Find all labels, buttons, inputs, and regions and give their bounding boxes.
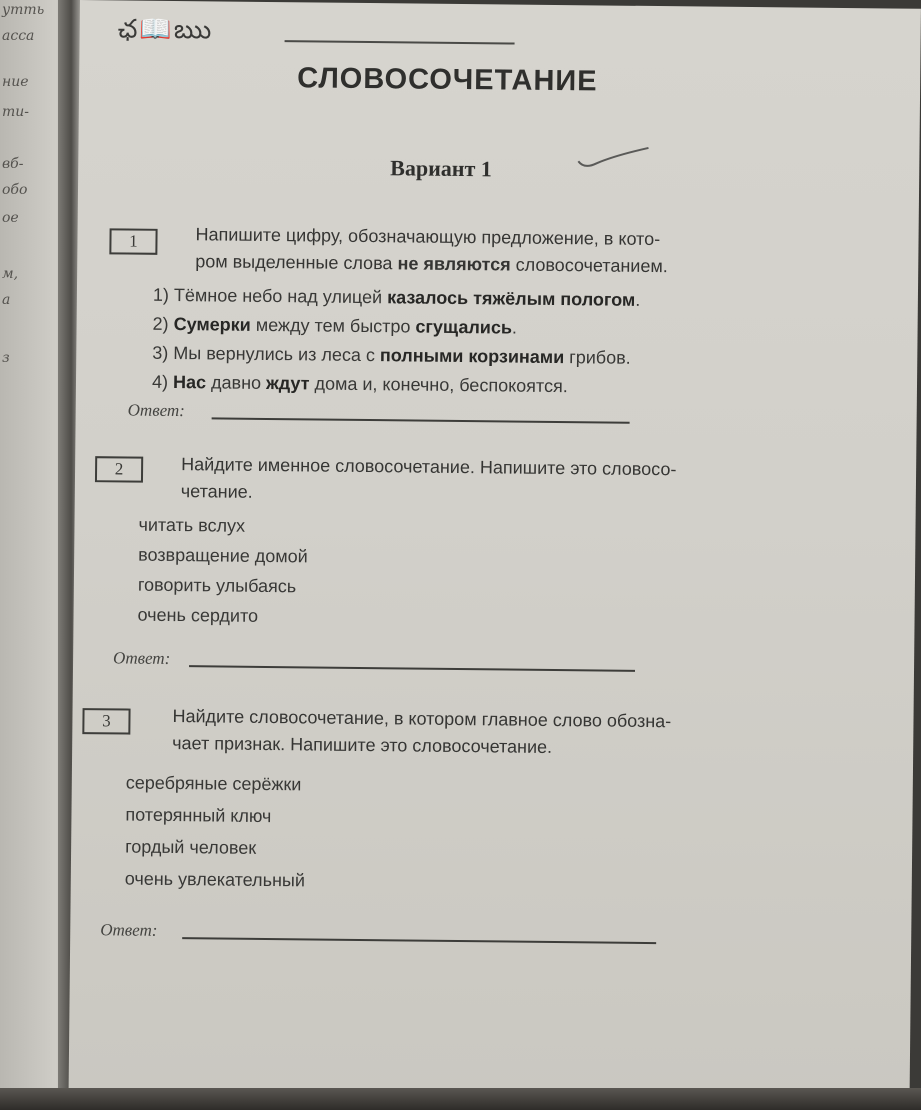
list-item: гордый человек xyxy=(125,836,257,858)
question-line: ром выделенные слова не являются словосочетанием. xyxy=(195,251,668,277)
answer-field[interactable] xyxy=(189,665,635,672)
left-page-fragment: з xyxy=(2,350,10,366)
left-page-fragment: утть xyxy=(2,2,45,18)
answer-field[interactable] xyxy=(182,937,656,944)
task-number-box: 2 xyxy=(95,456,143,483)
list-item: 4) Нас давно ждут дома и, конечно, беспокоятся. xyxy=(151,371,568,397)
question-line: четание. xyxy=(180,481,253,502)
list-item: 2) Сумерки между тем быстро сгущались. xyxy=(152,313,518,338)
list-item: серебряные серёжки xyxy=(125,772,302,795)
question-line: чает признак. Напишите это словосочетание. xyxy=(172,733,553,757)
list-item: очень сердито xyxy=(137,604,259,626)
list-item: 1) Тёмное небо над улицей казалось тяжёлым пологом. xyxy=(152,284,641,310)
page-title: СЛОВОСОЧЕТАНИЕ xyxy=(297,62,598,98)
header-ornament-icon: ఛ📖ఋ xyxy=(117,14,214,46)
left-page-fragment: ти- xyxy=(2,104,30,120)
workbook-page xyxy=(69,0,921,1105)
pencil-checkmark-icon xyxy=(574,139,654,176)
answer-field[interactable] xyxy=(212,417,630,423)
variant-heading: Вариант 1 xyxy=(390,155,492,182)
left-page-fragment: м, xyxy=(2,266,19,282)
left-page-fragment: а xyxy=(2,292,11,308)
task-question xyxy=(195,221,668,280)
task-question xyxy=(181,451,677,510)
answer-label: Ответ: xyxy=(100,920,158,940)
left-page-fragment: обо xyxy=(2,182,28,198)
header-divider xyxy=(285,40,515,44)
left-page-fragment: вб- xyxy=(2,156,24,172)
left-page-fragment: ние xyxy=(2,74,29,90)
list-item: потерянный ключ xyxy=(125,804,272,827)
question-line: Найдите именное словосочетание. Напишите это словосо- xyxy=(181,454,677,480)
list-item: говорить улыбаясь xyxy=(137,574,297,597)
list-item: читать вслух xyxy=(138,514,246,536)
question-line: Найдите словосочетание, в котором главное слово обозна- xyxy=(172,706,672,732)
list-item: очень увлекательный xyxy=(124,868,306,891)
task-number-box: 3 xyxy=(82,708,130,735)
question-line: Напишите цифру, обозначающую предложение, в кото- xyxy=(195,224,661,250)
task-number-box: 1 xyxy=(109,228,157,255)
answer-label: Ответ: xyxy=(113,648,171,668)
left-page-fragment: ое xyxy=(2,210,19,226)
table-edge xyxy=(0,1088,921,1110)
answer-label: Ответ: xyxy=(127,400,186,421)
list-item: 3) Мы вернулись из леса с полными корзинами грибов. xyxy=(152,342,631,368)
list-item: возвращение домой xyxy=(138,544,308,567)
left-page-fragment: асса xyxy=(2,28,35,44)
task-question xyxy=(172,703,671,762)
